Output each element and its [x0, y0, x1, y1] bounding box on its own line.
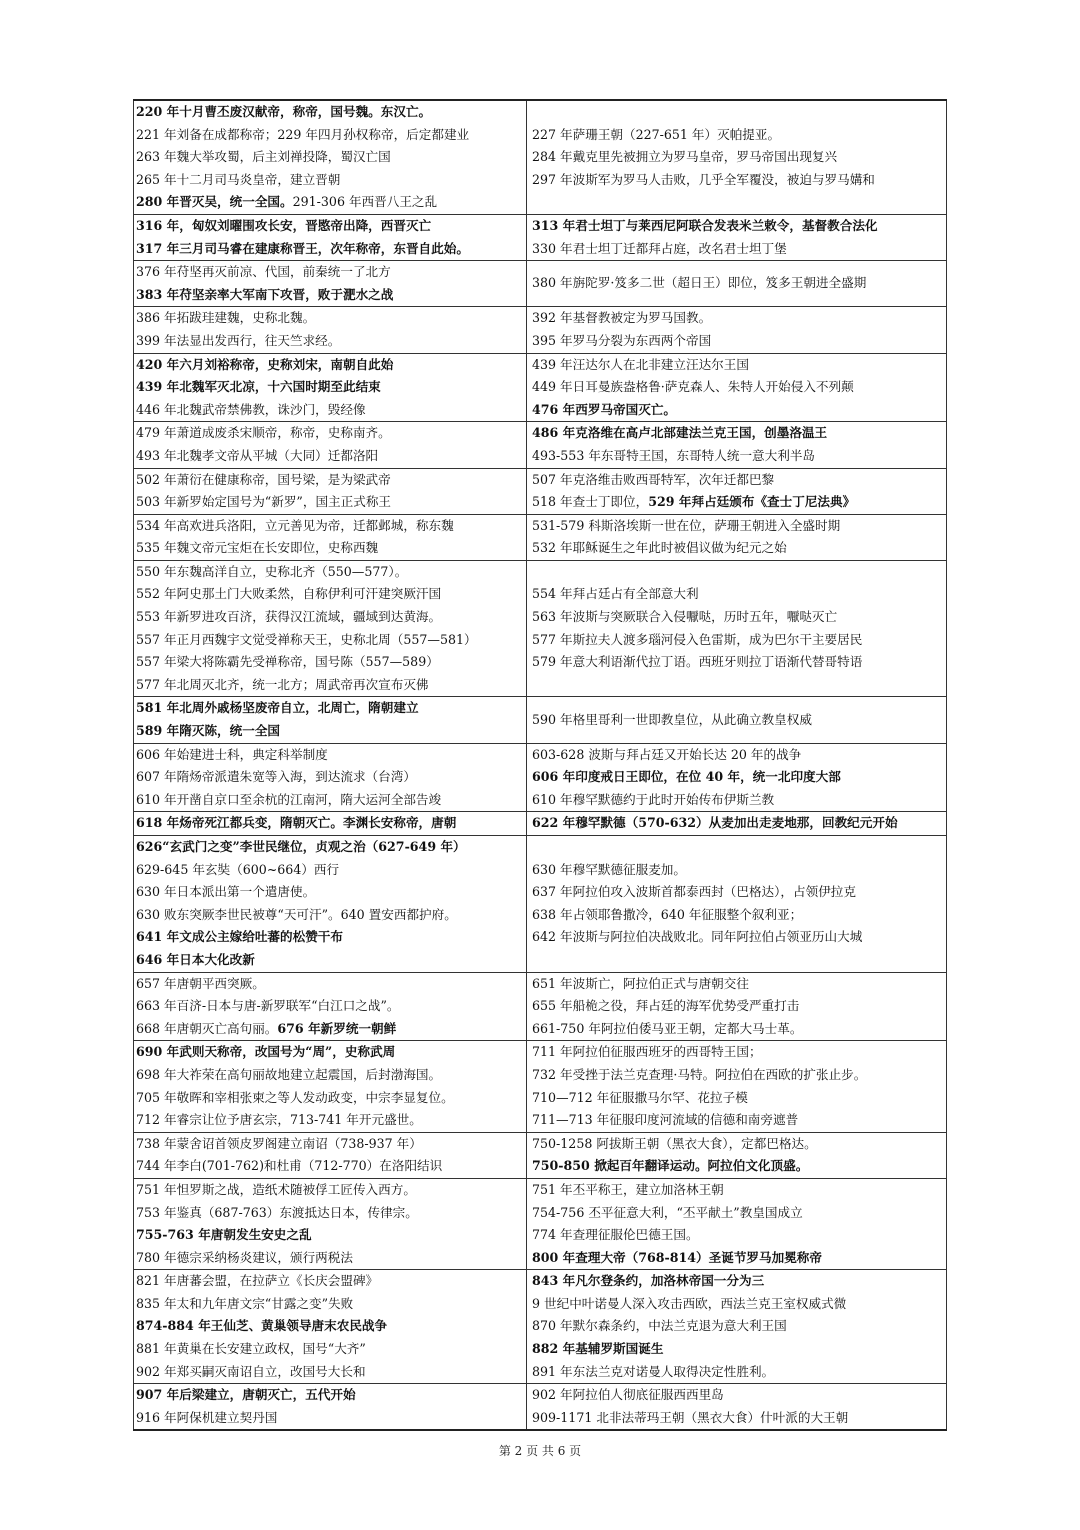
event-line [532, 744, 944, 767]
event-line [136, 469, 524, 492]
world-events-cell [527, 261, 947, 307]
event-line [532, 651, 944, 674]
event-text: 532 年耶稣诞生之年此时被倡议做为纪元之始 [532, 540, 787, 556]
event-text: 221 年刘备在成都称帝；229 年四月孙权称帝，后定都建业 [136, 126, 470, 142]
event-text: 751 年丕平称王，建立加洛林王朝 [532, 1181, 724, 1197]
event-line [136, 674, 524, 697]
event-text: 486 年克洛维在高卢北部建法兰克王国，创墨洛温王 [532, 425, 828, 441]
event-text: 750-1258 阿拔斯王朝（黑衣大食），定都巴格达。 [532, 1135, 817, 1151]
event-line [136, 583, 524, 606]
timeline-row [134, 560, 947, 697]
event-text: 317 年三月司马睿在建康称晋王，次年称帝，东晋自此始。 [136, 240, 469, 256]
event-line [532, 169, 944, 192]
event-line [136, 537, 524, 560]
event-line [532, 629, 944, 652]
event-line [532, 1315, 944, 1338]
event-text: 399 年法显出发西行，往天竺求经。 [136, 332, 341, 348]
event-text: 629-645 年玄奘（600~664）西行 [136, 861, 340, 877]
china-events-cell [134, 307, 527, 353]
event-line [136, 836, 524, 859]
china-events-cell [134, 560, 527, 697]
event-line [136, 949, 524, 972]
world-events-cell [527, 353, 947, 422]
event-line [532, 1109, 944, 1132]
event-line [136, 215, 524, 238]
event-text: 493 年北魏孝文帝从平城（大同）迁都洛阳 [136, 447, 379, 463]
event-text: 265 年十二月司马炎皇帝，建立晋朝 [136, 171, 341, 187]
event-text: 263 年魏大举攻蜀，后主刘禅投降，蜀汉亡国 [136, 149, 391, 165]
event-text: 916 年阿保机建立契丹国 [136, 1409, 278, 1425]
event-text: 420 年六月刘裕称帝，史称刘宋，南朝自此始 [136, 356, 394, 372]
event-text: 622 年穆罕默德（570-632）从麦加出走麦地那，回教纪元开始 [532, 815, 898, 831]
china-events-cell [134, 261, 527, 307]
world-events-cell [527, 1384, 947, 1431]
event-line [136, 1224, 524, 1247]
event-line [136, 1407, 524, 1430]
event-text: 579 年意大利语渐代拉丁语。西班牙则拉丁语渐代替哥特语 [532, 654, 863, 670]
event-line [532, 537, 944, 560]
event-line [532, 399, 944, 422]
event-text: 774 年查理征服伦巴德王国。 [532, 1227, 699, 1243]
event-text: 698 年大祚荣在高句丽故地建立起震国，后封渤海国。 [136, 1066, 442, 1082]
event-line [136, 926, 524, 949]
event-text: 618 年炀帝死江都兵变，隋朝灭亡。李渊长安称帝，唐朝 [136, 815, 457, 831]
china-events-cell [134, 1384, 527, 1431]
event-text: 606 年印度戒日王即位，在位 40 年，统一北印度大部 [532, 769, 841, 785]
event-text: 376 年苻坚再灭前凉、代国，前秦统一了北方 [136, 264, 391, 280]
event-line [136, 376, 524, 399]
timeline-row [134, 261, 947, 307]
event-line [532, 330, 944, 353]
china-events-cell [134, 1132, 527, 1178]
timeline-row [134, 1132, 947, 1178]
event-text: 9 世纪中叶诺曼人深入攻击西欧，西法兰克王室权威式微 [532, 1295, 847, 1311]
event-text: 507 年克洛维击败西哥特军，次年迁都巴黎 [532, 471, 775, 487]
event-line [532, 904, 944, 927]
event-line [532, 973, 944, 996]
event-text: 493-553 年东哥特王国，东哥特人统一意大利半岛 [532, 447, 816, 463]
event-line [532, 1202, 944, 1225]
event-line [532, 1041, 944, 1064]
event-text: 577 年北周灭北齐，统一北方；周武帝再次宣布灭佛 [136, 676, 429, 692]
event-line [136, 101, 524, 124]
event-line [532, 812, 944, 835]
event-line [136, 973, 524, 996]
event-text: 907 年后梁建立，唐朝灭亡，五代开始 [136, 1387, 356, 1403]
event-text: 646 年日本大化改新 [136, 951, 255, 967]
event-text: 637 年阿拉伯攻入波斯首都泰西封（巴格达），占领伊拉克 [532, 884, 856, 900]
event-line [532, 1087, 944, 1110]
world-events-cell [527, 1270, 947, 1384]
timeline-row [134, 214, 947, 260]
timeline-row [134, 353, 947, 422]
event-text: 750-850 掀起百年翻译运动。阿拉伯文化顶盛。 [532, 1158, 809, 1174]
event-line [532, 354, 944, 377]
event-text: 882 年基辅罗斯国诞生 [532, 1341, 664, 1357]
event-text: 642 年波斯与阿拉伯决战败北。同年阿拉伯占领亚历山大城 [532, 929, 863, 945]
event-line [136, 515, 524, 538]
event-line [136, 881, 524, 904]
timeline-row [134, 697, 947, 743]
world-events-cell [527, 812, 947, 836]
china-events-cell [134, 100, 527, 214]
event-text: 284 年戴克里先被拥立为罗马皇帝，罗马帝国出现复兴 [532, 149, 838, 165]
event-line [532, 1293, 944, 1316]
event-text: 581 年北周外戚杨坚废帝自立，北周亡，隋朝建立 [136, 700, 419, 716]
event-line [136, 284, 524, 307]
event-line [532, 583, 944, 606]
event-text: 439 年汪达尔人在北非建立汪达尔王国 [532, 356, 749, 372]
world-events-cell [527, 514, 947, 560]
timeline-body [134, 100, 947, 1430]
event-text: 754-756 丕平征意大利，“丕平献土”教皇国成立 [532, 1204, 803, 1220]
world-events-cell [527, 307, 947, 353]
event-line [532, 1384, 944, 1407]
event-text: 534 年高欢进兵洛阳，立元善见为帝，迁都邺城，称东魏 [136, 517, 454, 533]
event-line [532, 272, 944, 295]
china-events-cell [134, 1270, 527, 1384]
event-line [532, 789, 944, 812]
event-text-continued: 529 年拜占廷颁布《查士丁尼法典》 [648, 494, 856, 510]
event-line [532, 307, 944, 330]
event-line [532, 215, 944, 238]
event-line [532, 1338, 944, 1361]
timeline-table [133, 99, 947, 1431]
event-text: 626“玄武门之变”李世民继位，贞观之治（627-649 年） [136, 839, 466, 854]
event-line [136, 354, 524, 377]
world-events-cell [527, 1041, 947, 1132]
world-events-cell [527, 1132, 947, 1178]
china-events-cell [134, 812, 527, 836]
event-text: 446 年北魏武帝禁佛教，诛沙门，毁经像 [136, 401, 366, 417]
event-line [136, 744, 524, 767]
event-text: 518 年查士丁即位， [532, 494, 649, 510]
china-events-cell [134, 836, 527, 973]
event-line [532, 995, 944, 1018]
event-line [136, 1179, 524, 1202]
world-events-cell [527, 560, 947, 697]
timeline-row [134, 514, 947, 560]
event-line [532, 422, 944, 445]
world-events-cell [527, 972, 947, 1041]
event-text: 630 败东突厥李世民被尊“天可汗”。640 置安西都护府。 [136, 906, 457, 922]
event-line [136, 307, 524, 330]
event-text: 531-579 科斯洛埃斯一世在位，萨珊王朝进入全盛时期 [532, 517, 841, 533]
event-text: 606 年始建进士科，典定科举制度 [136, 746, 328, 762]
event-line [532, 1247, 944, 1270]
event-text: 663 年百济-日本与唐-新罗联军“白江口之战”。 [136, 998, 400, 1014]
event-line [532, 926, 944, 949]
event-text: 280 年晋灭吴，统一全国。 [136, 194, 293, 210]
event-text: 557 年正月西魏宇文觉受禅称天王，史称北周（557—581） [136, 631, 477, 647]
event-line [136, 1338, 524, 1361]
event-text: 535 年魏文帝元宝炬在长安即位，史称西魏 [136, 540, 379, 556]
timeline-row [134, 836, 947, 973]
china-events-cell [134, 214, 527, 260]
event-line [532, 1018, 944, 1041]
event-line [532, 1155, 944, 1178]
event-line [136, 995, 524, 1018]
event-line [532, 445, 944, 468]
event-line [532, 376, 944, 399]
event-text: 383 年苻坚亲率大军南下攻晋，败于淝水之战 [136, 286, 394, 302]
event-text: 712 年睿宗让位予唐玄宗，713-741 年开元盛世。 [136, 1112, 422, 1128]
event-text: 590 年格里哥利一世即教皇位，从此确立教皇权威 [532, 711, 812, 727]
event-text: 738 年蒙舍诏首领皮罗阁建立南诏（738-937 年） [136, 1135, 422, 1151]
event-text: 835 年太和九年唐文宗“甘露之变”失败 [136, 1295, 354, 1311]
event-text: 891 年东法兰克对诺曼人取得决定性胜利。 [532, 1363, 775, 1379]
event-line [136, 1270, 524, 1293]
event-line [136, 859, 524, 882]
event-line [532, 1133, 944, 1156]
event-line [136, 399, 524, 422]
event-line [532, 1224, 944, 1247]
event-text: 316 年，匈奴刘曜围攻长安，晋愍帝出降，西晋灭亡 [136, 217, 432, 233]
event-line [136, 1064, 524, 1087]
event-text: 874-884 年王仙芝、黄巢领导唐末农民战争 [136, 1318, 388, 1334]
event-line [532, 881, 944, 904]
timeline-row [134, 1270, 947, 1384]
event-text: 554 年拜占廷占有全部意大利 [532, 586, 699, 602]
timeline-row [134, 812, 947, 836]
event-line [136, 1109, 524, 1132]
event-text: 603-628 波斯与拜占廷又开始长达 20 年的战争 [532, 746, 802, 762]
event-text: 313 年君士坦丁与莱西尼阿联合发表米兰敕令，基督教合法化 [532, 217, 878, 233]
event-line [532, 709, 944, 732]
event-line [136, 789, 524, 812]
event-text: 668 年唐朝灭亡高句丽。 [136, 1020, 278, 1036]
page-footer: 第 2 页 共 6 页 [498, 1444, 582, 1458]
event-line [136, 766, 524, 789]
event-line [136, 422, 524, 445]
event-text: 800 年查理大帝（768-814）圣诞节罗马加冕称帝 [532, 1249, 822, 1265]
event-line [532, 491, 944, 514]
china-events-cell [134, 972, 527, 1041]
china-events-cell [134, 353, 527, 422]
event-line [136, 261, 524, 284]
event-text: 732 年受挫于法兰克查理·马特。阿拉伯在西欧的扩张止步。 [532, 1066, 867, 1082]
event-text: 550 年东魏高洋自立，史称北齐（550—577）。 [136, 563, 408, 579]
event-text: 710—712 年征服撒马尔罕、花拉子模 [532, 1089, 748, 1105]
timeline-row [134, 422, 947, 468]
event-line [136, 1133, 524, 1156]
event-line [136, 1293, 524, 1316]
event-text: 386 年拓跋珪建魏，史称北魏。 [136, 310, 316, 326]
event-line [136, 1247, 524, 1270]
event-text: 503 年新罗始定国号为“新罗”，国主正式称王 [136, 494, 392, 510]
event-line [532, 1407, 944, 1430]
event-text: 630 年日本派出第一个遣唐使。 [136, 884, 316, 900]
event-text: 751 年怛罗斯之战，造纸术随被俘工匠传入西方。 [136, 1181, 416, 1197]
event-text: 651 年波斯亡，阿拉伯正式与唐朝交往 [532, 975, 749, 991]
event-text: 630 年穆罕默德征服麦加。 [532, 861, 686, 877]
event-text: 297 年波斯军为罗马人击败，几乎全军覆没，被迫与罗马媾和 [532, 171, 875, 187]
china-events-cell [134, 514, 527, 560]
event-text: 705 年敬晖和宰相张柬之等人发动政变，中宗李显复位。 [136, 1089, 454, 1105]
event-line [136, 629, 524, 652]
event-text: 690 年武则天称帝，改国号为“周”，史称武周 [136, 1044, 396, 1060]
event-text: 502 年萧衍在健康称帝，国号梁，是为梁武帝 [136, 471, 391, 487]
event-text: 655 年船桅之役，拜占廷的海军优势受严重打击 [532, 998, 800, 1014]
event-text-continued: 291-306 年西晋八王之乱 [292, 194, 438, 210]
event-line [136, 561, 524, 584]
event-line [136, 697, 524, 720]
event-line [136, 812, 524, 835]
event-text: 657 年唐朝平西突厥。 [136, 975, 265, 991]
event-line [136, 1041, 524, 1064]
event-text: 479 年萧道成废杀宋顺帝，称帝，史称南齐。 [136, 425, 391, 441]
event-line [136, 330, 524, 353]
event-text: 392 年基督教被定为罗马国教。 [532, 310, 712, 326]
event-text: 902 年阿拉伯人彻底征服西西里岛 [532, 1387, 724, 1403]
event-line [136, 1018, 524, 1041]
event-line [136, 491, 524, 514]
event-text: 557 年梁大将陈霸先受禅称帝，国号陈（557—589） [136, 654, 439, 670]
world-events-cell [527, 468, 947, 514]
event-line [136, 606, 524, 629]
event-line [136, 904, 524, 927]
event-line [136, 1202, 524, 1225]
timeline-row [134, 1384, 947, 1431]
event-line [136, 1384, 524, 1407]
event-text: 711—713 年征服印度河流域的信德和南旁遮普 [532, 1112, 799, 1128]
event-line [136, 1315, 524, 1338]
china-events-cell [134, 1041, 527, 1132]
event-text: 395 年罗马分裂为东西两个帝国 [532, 332, 712, 348]
event-text: 552 年阿史那土门大败柔然，自称伊利可汗建突厥汗国 [136, 586, 442, 602]
timeline-row [134, 307, 947, 353]
event-line [136, 238, 524, 261]
event-text: 638 年占领耶鲁撒冷，640 年征服整个叙利亚； [532, 906, 803, 922]
china-events-cell [134, 743, 527, 812]
event-line [532, 606, 944, 629]
event-line [136, 720, 524, 743]
world-events-cell [527, 422, 947, 468]
event-line [136, 169, 524, 192]
timeline-row [134, 743, 947, 812]
event-line [532, 469, 944, 492]
world-events-cell [527, 100, 947, 214]
event-line [532, 859, 944, 882]
china-events-cell [134, 468, 527, 514]
event-line [532, 766, 944, 789]
event-text: 227 年萨珊王朝（227-651 年）灭帕提亚。 [532, 126, 781, 142]
event-text: 589 年隋灭陈，统一全国 [136, 723, 281, 739]
event-text: 744 年李白(701-762)和杜甫（712-770）在洛阳结识 [136, 1158, 443, 1174]
world-events-cell [527, 214, 947, 260]
event-line [136, 146, 524, 169]
world-events-cell [527, 836, 947, 973]
event-line [136, 1361, 524, 1384]
event-text: 553 年新罗进攻百济，获得汉江流域，疆域到达黄海。 [136, 609, 442, 625]
event-text: 661-750 年阿拉伯倭马亚王朝，定都大马士革。 [532, 1020, 803, 1036]
event-text: 577 年斯拉夫人渡多瑙河侵入色雷斯，成为巴尔干主要居民 [532, 631, 863, 647]
event-line [532, 1179, 944, 1202]
world-events-cell [527, 743, 947, 812]
timeline-row [134, 1041, 947, 1132]
event-line [136, 651, 524, 674]
event-text: 439 年北魏军灭北凉，十六国时期至此结束 [136, 379, 381, 395]
event-text: 755-763 年唐朝发生安史之乱 [136, 1227, 312, 1243]
world-events-cell [527, 1178, 947, 1269]
timeline-row [134, 100, 947, 214]
event-text: 780 年德宗采纳杨炎建议，颁行两税法 [136, 1249, 353, 1265]
event-text: 380 年旃陀罗·笈多二世（超日王）即位，笈多王朝进全盛期 [532, 275, 867, 291]
event-line [532, 1270, 944, 1293]
world-events-cell [527, 697, 947, 743]
china-events-cell [134, 1178, 527, 1269]
event-line [136, 124, 524, 147]
event-text: 881 年黄巢在长安建立政权，国号“大齐” [136, 1341, 366, 1357]
china-events-cell [134, 422, 527, 468]
event-text: 330 年君士坦丁迁都拜占庭，改名君士坦丁堡 [532, 240, 787, 256]
event-text: 753 年鉴真（687-763）东渡抵达日本，传律宗。 [136, 1204, 418, 1220]
event-text: 909-1171 北非法蒂玛王朝（黑衣大食）什叶派的大王朝 [532, 1409, 849, 1425]
event-line [532, 146, 944, 169]
event-text: 821 年唐蕃会盟，在拉萨立《长庆会盟碑》 [136, 1273, 379, 1289]
event-text: 610 年开凿自京口至余杭的江南河，隋大运河全部告竣 [136, 791, 442, 807]
event-line [532, 515, 944, 538]
event-text: 220 年十月曹丕废汉献帝，称帝，国号魏。东汉亡。 [136, 104, 432, 119]
timeline-row [134, 1178, 947, 1269]
event-text: 641 年文成公主嫁给吐蕃的松赞干布 [136, 929, 343, 945]
event-text: 449 年日耳曼族盎格鲁·萨克森人、朱特人开始侵入不列颠 [532, 379, 854, 395]
event-text: 610 年穆罕默德约于此时开始传布伊斯兰教 [532, 791, 775, 807]
event-line [136, 1087, 524, 1110]
china-events-cell [134, 697, 527, 743]
event-text: 476 年西罗马帝国灭亡。 [532, 401, 677, 417]
event-text: 902 年郑买嗣灭南诏自立，改国号大长和 [136, 1363, 366, 1379]
event-line [532, 238, 944, 261]
event-line [532, 1361, 944, 1384]
event-text: 563 年波斯与突厥联合入侵嚈哒，历时五年，嚈哒灭亡 [532, 609, 838, 625]
event-text: 607 年隋炀帝派遣朱宽等入海，到达流求（台湾） [136, 769, 416, 785]
event-line [532, 1064, 944, 1087]
event-line [136, 191, 524, 214]
event-text: 870 年默尔森条约，中法兰克退为意大利王国 [532, 1318, 787, 1334]
timeline-row [134, 972, 947, 1041]
event-text: 711 年阿拉伯征服西班牙的西哥特王国； [532, 1044, 762, 1060]
timeline-row [134, 468, 947, 514]
event-text-continued: 676 年新罗统一朝鲜 [277, 1020, 397, 1036]
event-line [532, 124, 944, 147]
event-line [136, 1155, 524, 1178]
event-text: 843 年凡尔登条约，加洛林帝国一分为三 [532, 1273, 765, 1289]
event-line [136, 445, 524, 468]
